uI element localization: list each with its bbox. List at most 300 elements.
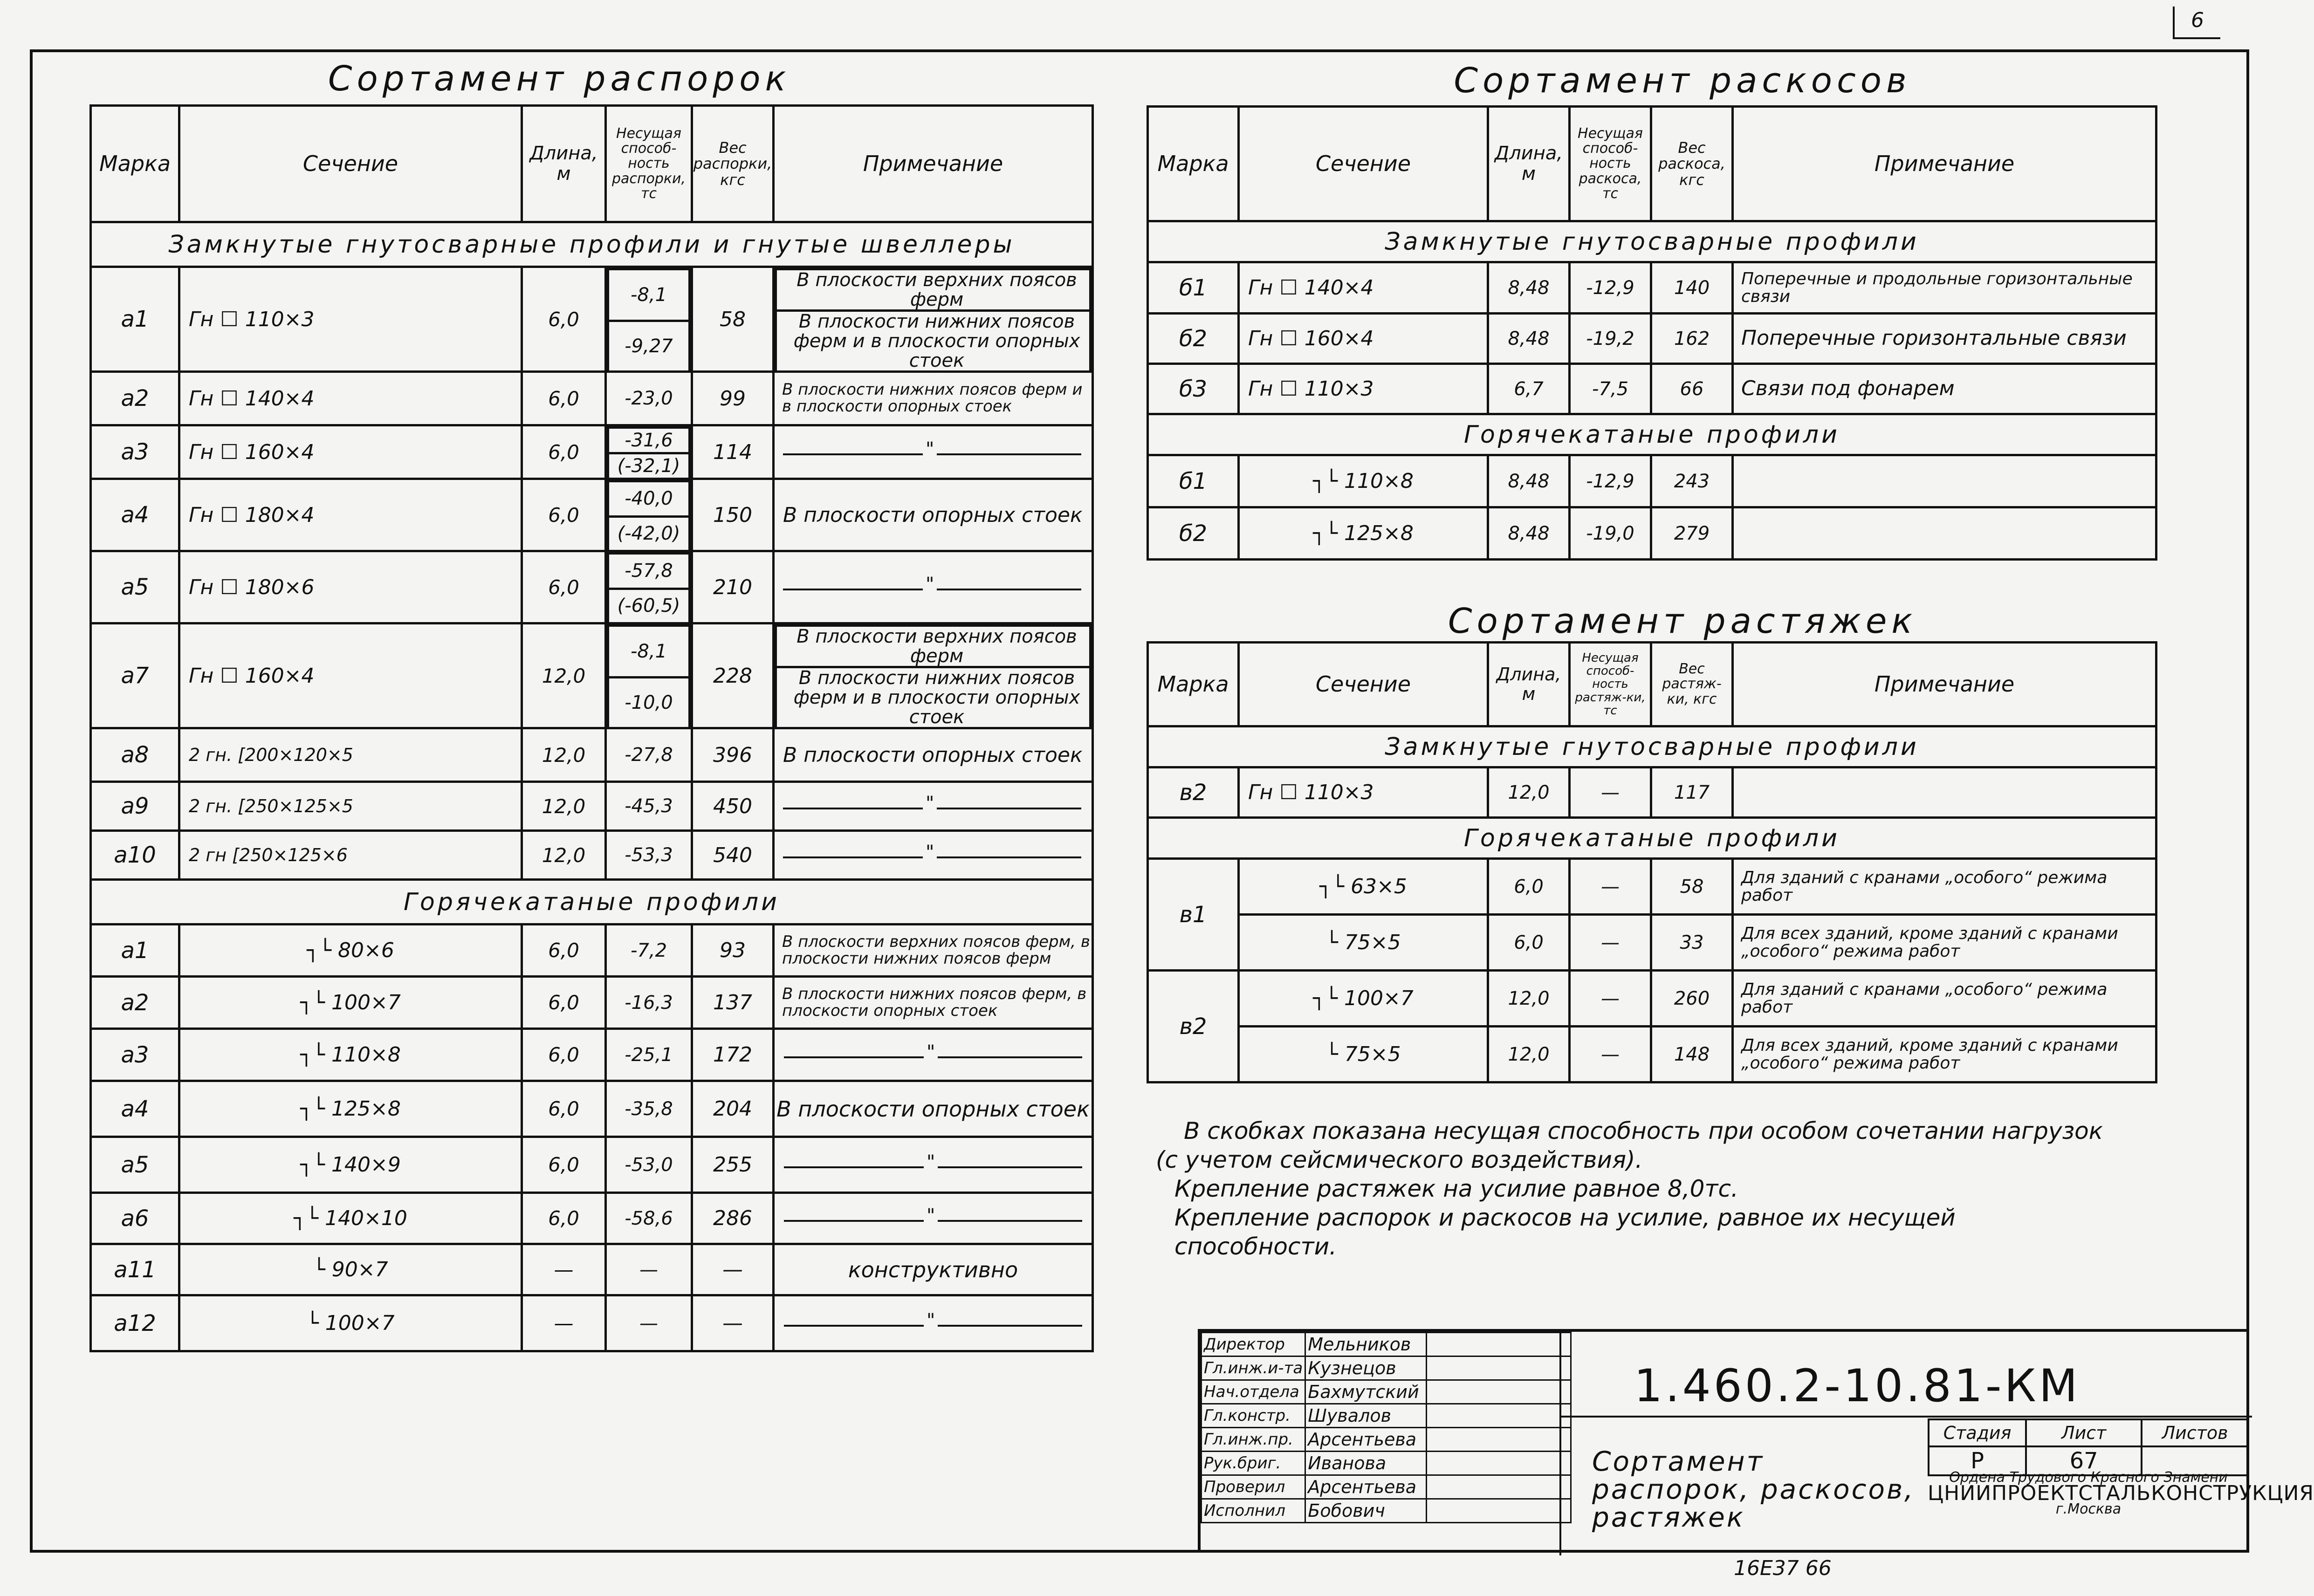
- table-row: [91, 551, 1093, 623]
- row-length: 12,0: [522, 623, 606, 728]
- row-section: ┐└ 110×8: [1239, 455, 1488, 507]
- row-length: 12,0: [522, 728, 606, 782]
- header-section: Сечение: [1239, 643, 1488, 726]
- signature-cell: [1427, 1499, 1571, 1523]
- role-name: Бобович: [1305, 1499, 1427, 1523]
- table-row: [91, 623, 1093, 728]
- row-capacity: [606, 551, 692, 623]
- row-length: 12,0: [1488, 971, 1570, 1027]
- signature-cell: [1427, 1380, 1571, 1404]
- row-capacity: -7,5: [1570, 364, 1651, 414]
- row-capacity: -45,3: [606, 782, 692, 831]
- row-capacity: —: [606, 1244, 692, 1295]
- signature-row: [1202, 1452, 1571, 1475]
- raskosy-section-hot: [1148, 414, 2156, 455]
- header-section: Сечение: [1239, 107, 1488, 221]
- rasporki-header-row: [91, 106, 1093, 222]
- raskosy-header-row: [1148, 107, 2156, 221]
- row-note: [1733, 455, 2156, 507]
- row-length: 6,0: [1488, 915, 1570, 971]
- row-capacity: -12,9: [1570, 262, 1651, 314]
- row-mark: а1: [91, 267, 179, 372]
- row-capacity: —: [606, 1295, 692, 1351]
- row-capacity: —: [1570, 915, 1651, 971]
- row-weight: 540: [692, 831, 774, 880]
- capacity-value: (-32,1): [608, 453, 690, 478]
- row-section: Гн ☐ 180×4: [179, 479, 522, 551]
- row-length: 6,0: [522, 1081, 606, 1137]
- raskosy-title: Сортамент раскосов: [1454, 61, 1911, 101]
- row-note: В плоскости опорных стоек: [774, 728, 1093, 782]
- signature-cell: [1427, 1356, 1571, 1380]
- row-length: —: [522, 1244, 606, 1295]
- title-block: [1198, 1329, 2314, 1553]
- raskosy-section-closed: [1148, 221, 2156, 262]
- ditto-mark: ": [924, 1310, 938, 1331]
- header-capacity: Несущая способ-ность раскоса, тс: [1570, 107, 1651, 221]
- role-label: Исполнил: [1202, 1499, 1305, 1523]
- row-note: Для зданий с кранами „особого“ режима работ: [1733, 971, 2156, 1027]
- rastyazhki-table: [1147, 641, 2157, 1083]
- header-section: Сечение: [179, 106, 522, 222]
- row-capacity: [606, 479, 692, 551]
- ditto-mark: ": [923, 574, 937, 595]
- row-section: └ 90×7: [179, 1244, 522, 1295]
- row-mark: а8: [91, 728, 179, 782]
- sheet-header: Лист: [2026, 1419, 2142, 1446]
- row-section: 2 гн [250×125×6: [179, 831, 522, 880]
- org-city: г.Москва: [2055, 1501, 2122, 1517]
- row-weight: 117: [1651, 767, 1733, 818]
- row-mark: б2: [1148, 507, 1239, 560]
- row-length: 6,0: [522, 425, 606, 479]
- row-weight: —: [692, 1295, 774, 1351]
- row-mark: а6: [91, 1193, 179, 1244]
- table-row: [1148, 507, 2156, 560]
- row-weight: 450: [692, 782, 774, 831]
- row-capacity: -16,3: [606, 977, 692, 1029]
- row-section: ┐└ 100×7: [1239, 971, 1488, 1027]
- row-mark: а12: [91, 1295, 179, 1351]
- header-weight: Вес растяж-ки, кгс: [1651, 643, 1733, 726]
- signature-table: [1201, 1332, 1572, 1523]
- row-section: ┐└ 110×8: [179, 1029, 522, 1081]
- row-weight: 172: [692, 1029, 774, 1081]
- header-capacity: Несущая способ-ность растяж-ки, тс: [1570, 643, 1651, 726]
- table-row: [1148, 859, 2156, 915]
- header-mark: Марка: [1148, 643, 1239, 726]
- table-row: [91, 925, 1093, 977]
- row-weight: 162: [1651, 314, 1733, 364]
- row-note: [774, 782, 1093, 831]
- row-note: [774, 1193, 1093, 1244]
- table-row: [91, 425, 1093, 479]
- section-heading: Замкнутые гнутосварные профили: [1148, 221, 2156, 262]
- capacity-value: -8,1: [608, 626, 690, 678]
- row-note: [774, 425, 1093, 479]
- table-row: [91, 977, 1093, 1029]
- row-mark: б2: [1148, 314, 1239, 364]
- row-weight: 260: [1651, 971, 1733, 1027]
- row-weight: 66: [1651, 364, 1733, 414]
- section-heading: Замкнутые гнутосварные профили: [1148, 726, 2156, 767]
- row-capacity: -35,8: [606, 1081, 692, 1137]
- capacity-split: [607, 624, 691, 727]
- table-row: [91, 372, 1093, 425]
- row-length: 6,7: [1488, 364, 1570, 414]
- row-section: ┐└ 125×8: [1239, 507, 1488, 560]
- capacity-value: -31,6: [608, 428, 690, 453]
- header-weight: Вес раскоса, кгс: [1651, 107, 1733, 221]
- capacity-value: -57,8: [608, 554, 690, 589]
- role-name: Кузнецов: [1305, 1356, 1427, 1380]
- sheet-name: Сортамент распорок, раскосов, растяжек: [1592, 1445, 1915, 1533]
- note-value: В плоскости верхних поясов ферм: [776, 626, 1091, 667]
- row-mark: а7: [91, 623, 179, 728]
- row-section: Гн ☐ 140×4: [179, 372, 522, 425]
- ditto-line: [784, 1041, 1082, 1063]
- header-length: Длина, м: [522, 106, 606, 222]
- sheets-header: Листов: [2142, 1419, 2248, 1446]
- row-length: 12,0: [1488, 1027, 1570, 1082]
- corner-mark: 6: [2173, 7, 2220, 39]
- section-heading: Горячекатаные профили: [1148, 414, 2156, 455]
- rastyazhki-section-hot: [1148, 818, 2156, 859]
- row-section: ┐└ 80×6: [179, 925, 522, 977]
- signature-row: [1202, 1428, 1571, 1452]
- capacity-value: (-60,5): [608, 589, 690, 622]
- role-name: Мельников: [1305, 1333, 1427, 1356]
- signature-cell: [1427, 1404, 1571, 1428]
- row-section: Гн ☐ 110×3: [1239, 364, 1488, 414]
- rasporki-table: [89, 104, 1094, 1352]
- row-capacity: -23,0: [606, 372, 692, 425]
- role-label: Гл.инж.пр.: [1202, 1428, 1305, 1452]
- row-mark: а2: [91, 372, 179, 425]
- row-note: В плоскости опорных стоек: [774, 479, 1093, 551]
- row-weight: 148: [1651, 1027, 1733, 1082]
- row-length: 6,0: [522, 1193, 606, 1244]
- role-label: Гл.инж.и-та: [1202, 1356, 1305, 1380]
- role-label: Рук.бриг.: [1202, 1452, 1305, 1475]
- row-capacity: —: [1570, 1027, 1651, 1082]
- row-section: Гн ☐ 160×4: [1239, 314, 1488, 364]
- role-label: Нач.отдела: [1202, 1380, 1305, 1404]
- row-section: ┐└ 140×10: [179, 1193, 522, 1244]
- role-name: Арсентьева: [1305, 1428, 1427, 1452]
- header-length: Длина, м: [1488, 107, 1570, 221]
- row-length: 6,0: [522, 977, 606, 1029]
- row-capacity: -12,9: [1570, 455, 1651, 507]
- role-name: Арсентьева: [1305, 1475, 1427, 1499]
- row-mark: в1: [1148, 859, 1239, 971]
- ditto-line: [783, 841, 1081, 863]
- row-length: 8,48: [1488, 507, 1570, 560]
- row-mark: а2: [91, 977, 179, 1029]
- row-weight: 58: [692, 267, 774, 372]
- note-3: Крепление распорок и раскосов на усилие, равное их несущей способности.: [1174, 1204, 1956, 1260]
- general-notes: [1156, 1117, 2116, 1261]
- row-note: Для всех зданий, кроме зданий с кранами „особого“ режима работ: [1733, 915, 2156, 971]
- row-note: [774, 831, 1093, 880]
- header-length: Длина, м: [1488, 643, 1570, 726]
- row-weight: 286: [692, 1193, 774, 1244]
- row-weight: 150: [692, 479, 774, 551]
- row-mark: а5: [91, 551, 179, 623]
- row-section: Гн ☐ 140×4: [1239, 262, 1488, 314]
- rasporki-section-hot: [91, 880, 1093, 925]
- signature-row: [1202, 1475, 1571, 1499]
- row-weight: 279: [1651, 507, 1733, 560]
- signature-row: [1202, 1404, 1571, 1428]
- table-row: [1148, 455, 2156, 507]
- sheet-info-table: [1928, 1418, 2249, 1476]
- row-note: [774, 267, 1093, 372]
- row-mark: в2: [1148, 971, 1239, 1082]
- stage-header: Стадия: [1929, 1419, 2026, 1446]
- role-label: Директор: [1202, 1333, 1305, 1356]
- document-code: 1.460.2-10.81-КМ: [1634, 1360, 2081, 1412]
- signature-row: [1202, 1356, 1571, 1380]
- row-note: [774, 1029, 1093, 1081]
- ditto-mark: ": [924, 1041, 938, 1063]
- row-capacity: -25,1: [606, 1029, 692, 1081]
- rastyazhki-title: Сортамент растяжек: [1448, 601, 1917, 641]
- row-length: 6,0: [522, 1029, 606, 1081]
- row-note: Для зданий с кранами „особого“ режима работ: [1733, 859, 2156, 915]
- signature-cell: [1427, 1452, 1571, 1475]
- row-length: 12,0: [522, 782, 606, 831]
- capacity-value: -9,27: [608, 321, 690, 370]
- row-mark: б1: [1148, 455, 1239, 507]
- table-row: [91, 479, 1093, 551]
- rasporki-section-closed: [91, 222, 1093, 267]
- table-row: [91, 1193, 1093, 1244]
- role-name: Шувалов: [1305, 1404, 1427, 1428]
- role-label: Проверил: [1202, 1475, 1305, 1499]
- table-row: [91, 1295, 1093, 1351]
- ditto-line: [783, 573, 1081, 595]
- row-note: В плоскости верхних поясов ферм, в плоскости нижних поясов ферм: [774, 925, 1093, 977]
- row-section: Гн ☐ 160×4: [179, 425, 522, 479]
- table-row: [1148, 971, 2156, 1027]
- row-mark: а10: [91, 831, 179, 880]
- row-section: Гн ☐ 110×3: [1239, 767, 1488, 818]
- capacity-split: [607, 426, 691, 478]
- section-heading: Горячекатаные профили: [91, 880, 1093, 925]
- table-row: [1148, 915, 2156, 971]
- row-note: [774, 551, 1093, 623]
- row-weight: 33: [1651, 915, 1733, 971]
- row-length: —: [522, 1295, 606, 1351]
- note-1: В скобках показана несущая способность при особом сочетании нагрузок (с учетом сейсмического воздействия).: [1156, 1117, 2103, 1173]
- row-note: [1733, 767, 2156, 818]
- row-note: [774, 1295, 1093, 1351]
- row-length: 8,48: [1488, 314, 1570, 364]
- section-heading: Горячекатаные профили: [1148, 818, 2156, 859]
- table-row: [91, 831, 1093, 880]
- row-length: 6,0: [522, 267, 606, 372]
- rastyazhki-section-closed: [1148, 726, 2156, 767]
- table-row: [1148, 1027, 2156, 1082]
- row-capacity: —: [1570, 767, 1651, 818]
- row-mark: а5: [91, 1137, 179, 1193]
- row-weight: 204: [692, 1081, 774, 1137]
- header-weight: Вес распорки, кгс: [692, 106, 774, 222]
- org-award: Ордена Трудового Красного Знамени: [1949, 1469, 2228, 1486]
- row-mark: а9: [91, 782, 179, 831]
- row-mark: в2: [1148, 767, 1239, 818]
- row-section: 2 гн. [200×120×5: [179, 728, 522, 782]
- signature-row: [1202, 1499, 1571, 1523]
- role-label: Гл.констр.: [1202, 1404, 1305, 1428]
- row-mark: а1: [91, 925, 179, 977]
- ditto-line: [784, 1205, 1082, 1226]
- row-capacity: -53,3: [606, 831, 692, 880]
- row-section: Гн ☐ 180×6: [179, 551, 522, 623]
- row-mark: а3: [91, 425, 179, 479]
- row-weight: 243: [1651, 455, 1733, 507]
- table-row: [91, 1081, 1093, 1137]
- note-value: В плоскости нижних поясов ферм и в плоскости опорных стоек: [776, 667, 1091, 727]
- note-2: Крепление растяжек на усилие равное 8,0тс.: [1174, 1175, 1738, 1202]
- signature-row: [1202, 1333, 1571, 1356]
- row-section: ┐└ 125×8: [179, 1081, 522, 1137]
- row-weight: 396: [692, 728, 774, 782]
- row-capacity: -27,8: [606, 728, 692, 782]
- section-heading: Замкнутые гнутосварные профили и гнутые швеллеры: [91, 222, 1093, 267]
- table-row: [1148, 314, 2156, 364]
- row-note: [1733, 507, 2156, 560]
- row-note: В плоскости опорных стоек: [774, 1081, 1093, 1137]
- ditto-line: [783, 792, 1081, 814]
- note-split: [775, 268, 1092, 370]
- ditto-mark: ": [924, 1151, 938, 1173]
- row-weight: 93: [692, 925, 774, 977]
- row-section: └ 100×7: [179, 1295, 522, 1351]
- row-section: └ 75×5: [1239, 915, 1488, 971]
- table-row: [91, 1137, 1093, 1193]
- row-length: 6,0: [522, 372, 606, 425]
- row-note: В плоскости нижних поясов ферм и в плоскости опорных стоек: [774, 372, 1093, 425]
- row-note: конструктивно: [774, 1244, 1093, 1295]
- header-note: Примечание: [1733, 643, 2156, 726]
- row-length: 12,0: [1488, 767, 1570, 818]
- signature-row: [1202, 1380, 1571, 1404]
- row-section: ┐└ 100×7: [179, 977, 522, 1029]
- capacity-split: [607, 480, 691, 550]
- sheet-value: 67: [2026, 1446, 2142, 1475]
- handwritten-mark: 16E37 66: [1734, 1556, 1832, 1580]
- row-length: 12,0: [522, 831, 606, 880]
- header-mark: Марка: [91, 106, 179, 222]
- rastyazhki-header-row: [1148, 643, 2156, 726]
- row-length: 6,0: [522, 925, 606, 977]
- row-length: 6,0: [522, 551, 606, 623]
- org-name: ЦНИИПРОЕКТСТАЛЬКОНСТРУКЦИЯ: [1928, 1481, 2314, 1505]
- row-length: 6,0: [522, 1137, 606, 1193]
- signature-cell: [1427, 1333, 1571, 1356]
- row-weight: 137: [692, 977, 774, 1029]
- capacity-split: [607, 268, 691, 370]
- table-row: [1148, 262, 2156, 314]
- row-mark: б3: [1148, 364, 1239, 414]
- row-section: ┐└ 140×9: [179, 1137, 522, 1193]
- row-note: Поперечные горизонтальные связи: [1733, 314, 2156, 364]
- row-weight: 99: [692, 372, 774, 425]
- row-weight: 210: [692, 551, 774, 623]
- ditto-line: [784, 1310, 1082, 1331]
- row-weight: 140: [1651, 262, 1733, 314]
- row-capacity: —: [1570, 971, 1651, 1027]
- capacity-value: -8,1: [608, 269, 690, 321]
- table-row: [91, 1029, 1093, 1081]
- row-section: ┐└ 63×5: [1239, 859, 1488, 915]
- row-length: 6,0: [522, 479, 606, 551]
- table-row: [91, 728, 1093, 782]
- signature-cell: [1427, 1428, 1571, 1452]
- row-capacity: [606, 623, 692, 728]
- ditto-mark: ": [923, 793, 937, 814]
- stamp-divider: [1559, 1332, 1561, 1555]
- stamp-divider: [1559, 1416, 2252, 1418]
- row-note: В плоскости нижних поясов ферм, в плоскости опорных стоек: [774, 977, 1093, 1029]
- row-section: Гн ☐ 160×4: [179, 623, 522, 728]
- row-length: 6,0: [1488, 859, 1570, 915]
- table-row: [91, 782, 1093, 831]
- row-capacity: -53,0: [606, 1137, 692, 1193]
- row-note: [774, 1137, 1093, 1193]
- role-name: Бахмутский: [1305, 1380, 1427, 1404]
- row-mark: а4: [91, 479, 179, 551]
- row-mark: б1: [1148, 262, 1239, 314]
- row-mark: а4: [91, 1081, 179, 1137]
- row-length: 8,48: [1488, 455, 1570, 507]
- role-name: Иванова: [1305, 1452, 1427, 1475]
- ditto-line: [783, 438, 1081, 460]
- note-value: В плоскости нижних поясов ферм и в плоскости опорных стоек: [776, 311, 1091, 371]
- row-weight: 58: [1651, 859, 1733, 915]
- row-weight: 255: [692, 1137, 774, 1193]
- table-row: [1148, 364, 2156, 414]
- row-weight: 228: [692, 623, 774, 728]
- note-split: [775, 624, 1092, 727]
- row-capacity: —: [1570, 859, 1651, 915]
- header-capacity: Несущая способ-ность распорки, тс: [606, 106, 692, 222]
- header-note: Примечание: [774, 106, 1093, 222]
- row-note: Связи под фонарем: [1733, 364, 2156, 414]
- ditto-mark: ": [923, 842, 937, 863]
- raskosy-table: [1147, 105, 2157, 561]
- stage-value: Р: [1929, 1446, 2026, 1475]
- row-capacity: -58,6: [606, 1193, 692, 1244]
- ditto-mark: ": [923, 438, 937, 460]
- header-mark: Марка: [1148, 107, 1239, 221]
- table-row: [1148, 767, 2156, 818]
- row-capacity: [606, 267, 692, 372]
- row-capacity: -19,2: [1570, 314, 1651, 364]
- header-note: Примечание: [1733, 107, 2156, 221]
- row-note: Для всех зданий, кроме зданий с кранами „особого“ режима работ: [1733, 1027, 2156, 1082]
- capacity-split: [607, 552, 691, 622]
- row-capacity: -19,0: [1570, 507, 1651, 560]
- row-section: 2 гн. [250×125×5: [179, 782, 522, 831]
- row-weight: —: [692, 1244, 774, 1295]
- row-length: 8,48: [1488, 262, 1570, 314]
- table-row: [91, 267, 1093, 372]
- capacity-value: -40,0: [608, 481, 690, 517]
- rasporki-title: Сортамент распорок: [328, 59, 791, 99]
